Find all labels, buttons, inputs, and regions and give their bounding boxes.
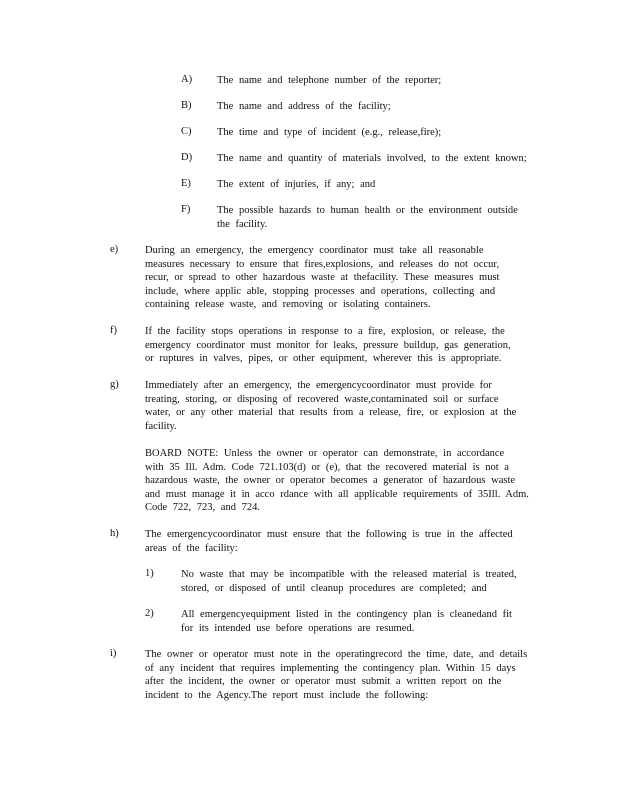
- section-label-e: e): [110, 244, 119, 255]
- section-label-h: h): [110, 528, 119, 539]
- section-label-i: i): [110, 648, 117, 659]
- list-item-d: The name and quantity of materials involved, to the extent known;: [217, 153, 527, 164]
- board-note: BOARD NOTE: Unless the owner or operator can demonstrate, in accordance with 35 Ill. Adm. Code 721.103(d) or (e), that the recovered material is not a hazardous waste, the owner or operator becomes a generator of hazardous waste and must manage it in acco rdance with all applicable requirements of 35Ill. Adm. Code 722, 723, and 724.: [145, 448, 529, 514]
- sublist-label-2: 2): [145, 608, 154, 619]
- list-label-a: A): [181, 74, 193, 85]
- list-item-f: The possible hazards to human health or the environment outside the facility.: [217, 205, 518, 230]
- list-label-d: D): [181, 152, 193, 163]
- section-label-g: g): [110, 379, 119, 390]
- sublist-item-1: No waste that may be incompatible with the released material is treated, stored, or disposed of until cleanup procedures are completed; and: [181, 569, 517, 594]
- list-item-b: The name and address of the facility;: [217, 101, 391, 112]
- sublist-label-1: 1): [145, 568, 154, 579]
- section-paragraph-f: If the facility stops operations in response to a fire, explosion, or release, the emergency coordinator must monitor for leaks, pressure buildup, gas generation, or ruptures in valves, pipes, or other equipment, wherever this is appropriate.: [145, 326, 511, 365]
- list-label-f: F): [181, 204, 191, 215]
- section-paragraph-i: The owner or operator must note in the operatingrecord the time, date, and details of any incident that requires implementing the contingency plan. Within 15 days after the incident, the owner or operator must submit a written report on the incident to the Agency.The report must include the following:: [145, 649, 528, 701]
- list-item-c: The time and type of incident (e.g., release,fire);: [217, 127, 442, 138]
- section-paragraph-e: During an emergency, the emergency coordinator must take all reasonable measures necessary to ensure that fires,explosions, and releases do not occur, recur, or spread to other hazardous waste at thefacility. These measures must include, where applic able, stopping processes and operations, collecting and containing release waste, and removing or isolating containers.: [145, 245, 500, 311]
- section-paragraph-h: The emergencycoordinator must ensure that the following is true in the affected areas of the facility:: [145, 529, 513, 554]
- sublist-item-2: All emergencyequipment listed in the contingency plan is cleanedand fit for its intended use before operations are resumed.: [181, 609, 512, 634]
- section-paragraph-g: Immediately after an emergency, the emergencycoordinator must provide for treating, storing, or disposing of recovered waste,contaminated soil or surface water, or any other material that results from a release, fire, or explosion at the facility.: [145, 380, 517, 432]
- list-label-c: C): [181, 126, 192, 137]
- list-item-a: The name and telephone number of the reporter;: [217, 75, 442, 86]
- list-label-e: E): [181, 178, 191, 189]
- section-label-f: f): [110, 325, 117, 336]
- list-label-b: B): [181, 100, 192, 111]
- list-item-e: The extent of injuries, if any; and: [217, 179, 376, 190]
